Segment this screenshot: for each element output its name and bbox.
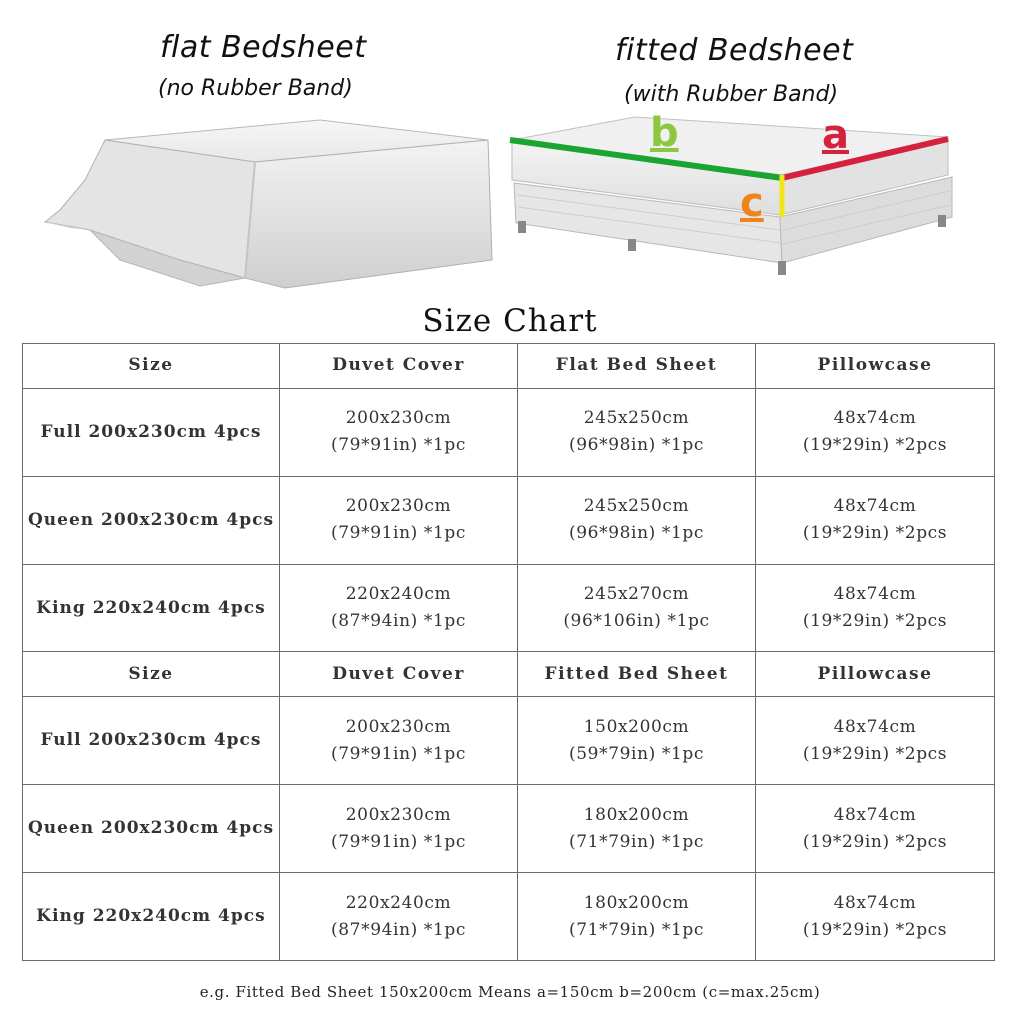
duvet-size-cell: [280, 476, 518, 564]
size-cm: 220x240cm: [345, 892, 452, 913]
size-inches: (96*106in) *1pc: [563, 611, 710, 632]
table-header-cell: Duvet Cover: [280, 344, 518, 389]
size-chart-title: Size Chart: [422, 303, 598, 339]
size-cm: 200x230cm: [345, 408, 452, 429]
size-cm: 200x230cm: [345, 804, 452, 825]
size-label-cell: Full 200x230cm 4pcs: [23, 388, 280, 476]
fitted-bedsheet-illustration: [500, 105, 970, 295]
table-row: [23, 873, 995, 961]
footnote: e.g. Fitted Bed Sheet 150x200cm Means a=150cm b=200cm (c=max.25cm): [199, 983, 821, 1001]
table-header-cell: Size: [23, 652, 280, 697]
table-row: [23, 564, 995, 652]
table-header-cell: Size: [23, 344, 280, 389]
table-header-cell: Pillowcase: [756, 652, 995, 697]
size-cm: 48x74cm: [833, 804, 917, 825]
size-cm: 48x74cm: [833, 892, 917, 913]
dimension-a-label: a: [822, 112, 849, 158]
size-cm: 48x74cm: [833, 584, 917, 605]
duvet-size-cell: [280, 873, 518, 961]
size-cm: 48x74cm: [833, 716, 917, 737]
size-inches: (19*29in) *2pcs: [802, 831, 948, 852]
sheet-size-cell: [518, 873, 756, 961]
size-inches: (87*94in) *1pc: [331, 611, 466, 632]
size-inches: (96*98in) *1pc: [569, 523, 704, 544]
size-cm: 245x250cm: [583, 408, 690, 429]
size-inches: (19*29in) *2pcs: [802, 523, 948, 544]
table-header-cell: Fitted Bed Sheet: [518, 652, 756, 697]
sheet-size-cell: [518, 388, 756, 476]
duvet-size-cell: [280, 564, 518, 652]
sheet-size-cell: [518, 697, 756, 785]
size-cm: 180x200cm: [583, 892, 690, 913]
fitted-bedsheet-title: fitted Bedsheet: [615, 33, 854, 68]
sheet-size-cell: [518, 785, 756, 873]
table-header-cell: Flat Bed Sheet: [518, 344, 756, 389]
size-inches: (79*91in) *1pc: [331, 523, 466, 544]
size-inches: (71*79in) *1pc: [569, 919, 704, 940]
table-row: [23, 388, 995, 476]
dimension-b-label: b: [650, 110, 679, 156]
size-inches: (71*79in) *1pc: [569, 831, 704, 852]
size-label-cell: Queen 200x230cm 4pcs: [23, 785, 280, 873]
sheet-size-cell: [518, 476, 756, 564]
size-inches: (79*91in) *1pc: [331, 435, 466, 456]
size-inches: (19*29in) *2pcs: [802, 743, 948, 764]
pillow-size-cell: [756, 697, 995, 785]
size-label-cell: Full 200x230cm 4pcs: [23, 697, 280, 785]
size-label-cell: King 220x240cm 4pcs: [23, 564, 280, 652]
flat-bedsheet-subtitle: (no Rubber Band): [158, 76, 353, 101]
size-cm: 220x240cm: [345, 584, 452, 605]
flat-bedsheet-illustration: [30, 110, 500, 295]
table-header-cell: Duvet Cover: [280, 652, 518, 697]
size-table: [22, 343, 995, 961]
duvet-size-cell: [280, 697, 518, 785]
table-row: [23, 476, 995, 564]
size-inches: (79*91in) *1pc: [331, 831, 466, 852]
size-inches: (19*29in) *2pcs: [802, 435, 948, 456]
size-inches: (79*91in) *1pc: [331, 743, 466, 764]
table-header-cell: Pillowcase: [756, 344, 995, 389]
size-cm: 245x270cm: [583, 584, 690, 605]
size-cm: 180x200cm: [583, 804, 690, 825]
size-cm: 48x74cm: [833, 408, 917, 429]
pillow-size-cell: [756, 785, 995, 873]
size-inches: (59*79in) *1pc: [569, 743, 704, 764]
pillow-size-cell: [756, 476, 995, 564]
duvet-size-cell: [280, 388, 518, 476]
table-header-row: [23, 652, 995, 697]
fitted-bedsheet-subtitle: (with Rubber Band): [624, 82, 839, 107]
pillow-size-cell: [756, 564, 995, 652]
table-row: [23, 785, 995, 873]
size-label-cell: Queen 200x230cm 4pcs: [23, 476, 280, 564]
size-cm: 245x250cm: [583, 496, 690, 517]
sheet-size-cell: [518, 564, 756, 652]
size-inches: (96*98in) *1pc: [569, 435, 704, 456]
table-header-row: [23, 344, 995, 389]
pillow-size-cell: [756, 388, 995, 476]
pillow-size-cell: [756, 873, 995, 961]
size-label-cell: King 220x240cm 4pcs: [23, 873, 280, 961]
size-cm: 150x200cm: [583, 716, 690, 737]
dimension-c-label: c: [740, 180, 764, 226]
size-cm: 48x74cm: [833, 496, 917, 517]
size-inches: (19*29in) *2pcs: [802, 919, 948, 940]
size-cm: 200x230cm: [345, 496, 452, 517]
size-inches: (19*29in) *2pcs: [802, 611, 948, 632]
size-cm: 200x230cm: [345, 716, 452, 737]
duvet-size-cell: [280, 785, 518, 873]
table-row: [23, 697, 995, 785]
flat-bedsheet-title: flat Bedsheet: [160, 30, 367, 65]
size-inches: (87*94in) *1pc: [331, 919, 466, 940]
